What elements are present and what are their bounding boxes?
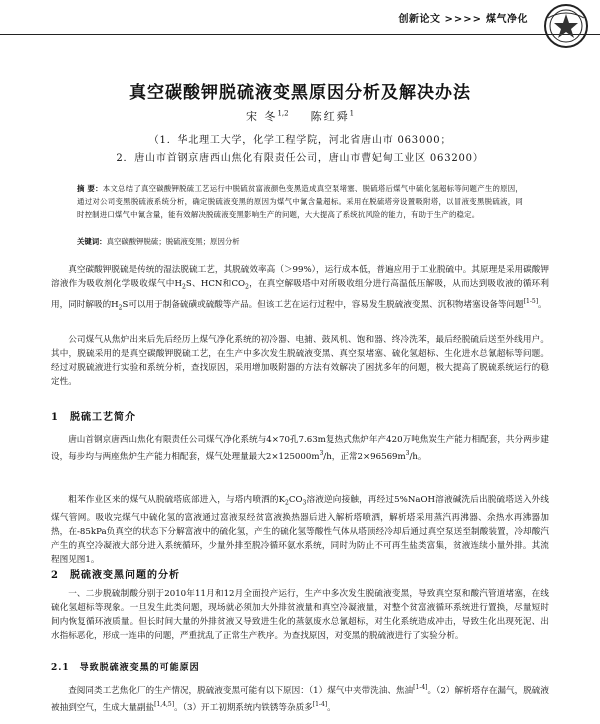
- paper-title: 真空碳酸钾脱硫液变黑原因分析及解决办法: [129, 83, 471, 103]
- abstract: [77, 182, 523, 221]
- section-1-paragraph-1: [51, 433, 549, 464]
- author-1-affil: 1,2: [277, 109, 289, 118]
- text-run: 真空碳酸钾脱硫是传统的湿法脱硫工艺，其脱硫效率高（＞99%），运行成本低，普遍应用于工业脱硫中。其原理是采用碳酸钾溶液作为吸收剂化学吸收煤气中H: [51, 265, 549, 289]
- abstract-label: 摘 要：: [77, 184, 103, 193]
- keywords: [77, 235, 523, 248]
- text-run: 。: [538, 299, 547, 310]
- subscript: 2: [285, 499, 289, 507]
- section-label: 创新论文: [398, 14, 441, 25]
- superscript: 3: [319, 450, 324, 457]
- text-run: 。: [327, 702, 336, 713]
- text-run: 。（3）开工初期系统内铁锈等杂质多: [174, 702, 313, 713]
- text-run: CO: [288, 495, 303, 505]
- subsection-2-1-paragraph: [51, 681, 549, 715]
- journal-emblem-icon: [542, 2, 590, 50]
- author-2: 陈红舜: [310, 110, 350, 123]
- subscript: 2: [182, 283, 186, 291]
- citation: [1-5]: [523, 297, 539, 305]
- header-text: [398, 10, 528, 25]
- subscript: 2: [245, 283, 249, 291]
- column-label: 煤气净化: [486, 14, 528, 25]
- citation: [1-4]: [413, 684, 428, 691]
- citation: [1-4]: [312, 700, 328, 708]
- text-run: 唐山首钢京唐西山焦化有限责任公司煤气净化系统与4×70孔7.63m复热式焦炉年产420万吨焦炭生产能力相配套，共分两步建设，每步均与两座焦炉生产能力相配套，煤气处理量最大2×125000m: [51, 435, 549, 462]
- author-1: 宋 冬: [245, 110, 278, 123]
- author-2-affil: 1: [349, 109, 355, 118]
- keywords-label: 关键词：: [77, 237, 107, 246]
- intro-paragraph-1: [51, 263, 549, 315]
- superscript: 3: [405, 450, 410, 457]
- subsection-heading-2-1: 2.1 导致脱硫液变黑的可能原因: [51, 663, 200, 673]
- text-run: ，在真空解吸塔中对所吸收组分进行高温低压解吸，从而达到吸收液的循环利用，同时解吸的H: [51, 279, 549, 310]
- affiliation-1: （1．华北理工大学，化学工程学院，河北省唐山市 063000；: [148, 135, 452, 146]
- text-run: 。（2）解析塔存在漏气，脱硫液被抽到空气，生成大量副盐: [51, 685, 549, 713]
- text-run: S、HCN和CO: [185, 279, 246, 289]
- abstract-text: 本文总结了真空碳酸钾脱硫工艺运行中脱硫贫富液颜色变黑造成真空泵堵塞、脱硫塔后煤气中硫化氢超标等问题产生的原因，通过对公司变黑脱硫液系统分析，确定脱硫液变黑的原因为煤气中氰含量超标。采用在脱硫塔旁设置吸附塔，以冒液变黑脱硫液，同时控制进口煤气中氰含量，能有效解决脱硫液变黑影响生产的问题，大大提高了系统抗风险的能力，有助于生产的稳定。: [77, 184, 523, 219]
- header-arrows: >>>>: [444, 14, 482, 25]
- citation: [1,4,5]: [154, 700, 175, 708]
- section-1-paragraph-2: [51, 493, 549, 567]
- section-heading-2: 2 脱硫液变黑问题的分析: [51, 570, 180, 581]
- text-run: 溶液逆向接触，再经过5%NaOH溶液碱洗后出脱硫塔送入外线煤气管网。吸收完煤气中硫化氢的富液通过富液泵经贫富液换热器后进入解析塔喷洒，解析塔采用蒸汽再沸器、余热水再沸器加热，在-85kPa负真空的状态下分解富液中的硫化氢，产生的硫化氢等酸性气体从塔顶经冷却后通过真空泵送至制酸装置，冷却酸汽产生的真空冷凝液大部分进入系统循环，少量外排至脱冷循环氨水系统，同时为防止不可再生盐类富集，贫液连续小量外排。其流程图见图1。: [51, 495, 549, 565]
- keywords-text: 真空碳酸钾脱硫；脱硫液变黑；原因分析: [106, 237, 240, 246]
- text-run: 查阅同类工艺焦化厂的生产情况，脱硫液变黑可能有以下原因：（1）煤气中夹带洗油、焦油: [68, 685, 414, 696]
- subscript: 3: [302, 499, 307, 507]
- section-2-paragraph-1: 一、二步脱硫制酸分别于2010年11月和12月全面投产运行，生产中多次发生脱硫液变黑，导致真空泵和酸汽管道堵塞，在线硫化氢超标等现象。一旦发生此类问题，现场就必须加大外排贫液量和真空冷凝液量，对整个贫富液循环系统进行置换，尽量短时间内恢复循环液质量。但长时间大量的外排贫液又导致进生化的蒸氨废水总氰超标，对生化系统造成冲击，导致生化出现死泥、出水指标恶化，形成一连串的问题，严重扰乱了正常生产秩序。为查找原因，对变黑的脱硫液进行了实验分析。: [51, 589, 549, 641]
- section-heading-1: 1 脱硫工艺简介: [51, 412, 136, 423]
- text-run: /h，正常2×96569m: [323, 451, 406, 462]
- author-line: [0, 108, 600, 124]
- text-run: /h。: [409, 451, 427, 462]
- text-run: 粗苯作业区来的煤气从脱硫塔底部进入，与塔内喷洒的K: [68, 495, 286, 505]
- running-header: [0, 0, 600, 35]
- intro-paragraph-2: 公司煤气从焦炉出来后先后经历上煤气净化系统的初冷器、电捕、鼓风机、饱和器、终冷洗苯，最后经脱硫后送至外线用户。其中，脱硫采用的是真空碳酸钾脱硫工艺，在生产中多次发生脱硫液变黑、真空泵堵塞、硫化氢超标、生化进水总氰超标等问题。经过对脱硫液进行实验和系统分析，查找原因，采用增加吸附器的方法有效解决了困扰多年的问题，极大提高了脱硫系统运行的稳定性。: [51, 335, 549, 387]
- subscript: 2: [118, 304, 123, 312]
- text-run: S可以用于制备硫磺或硫酸等产品。但该工艺在运行过程中，容易发生脱硫液变黑、沉积物堵塞设备等问题: [122, 299, 524, 310]
- affiliation-2: 2．唐山市首钢京唐西山焦化有限责任公司，唐山市曹妃甸工业区 063200）: [116, 153, 484, 164]
